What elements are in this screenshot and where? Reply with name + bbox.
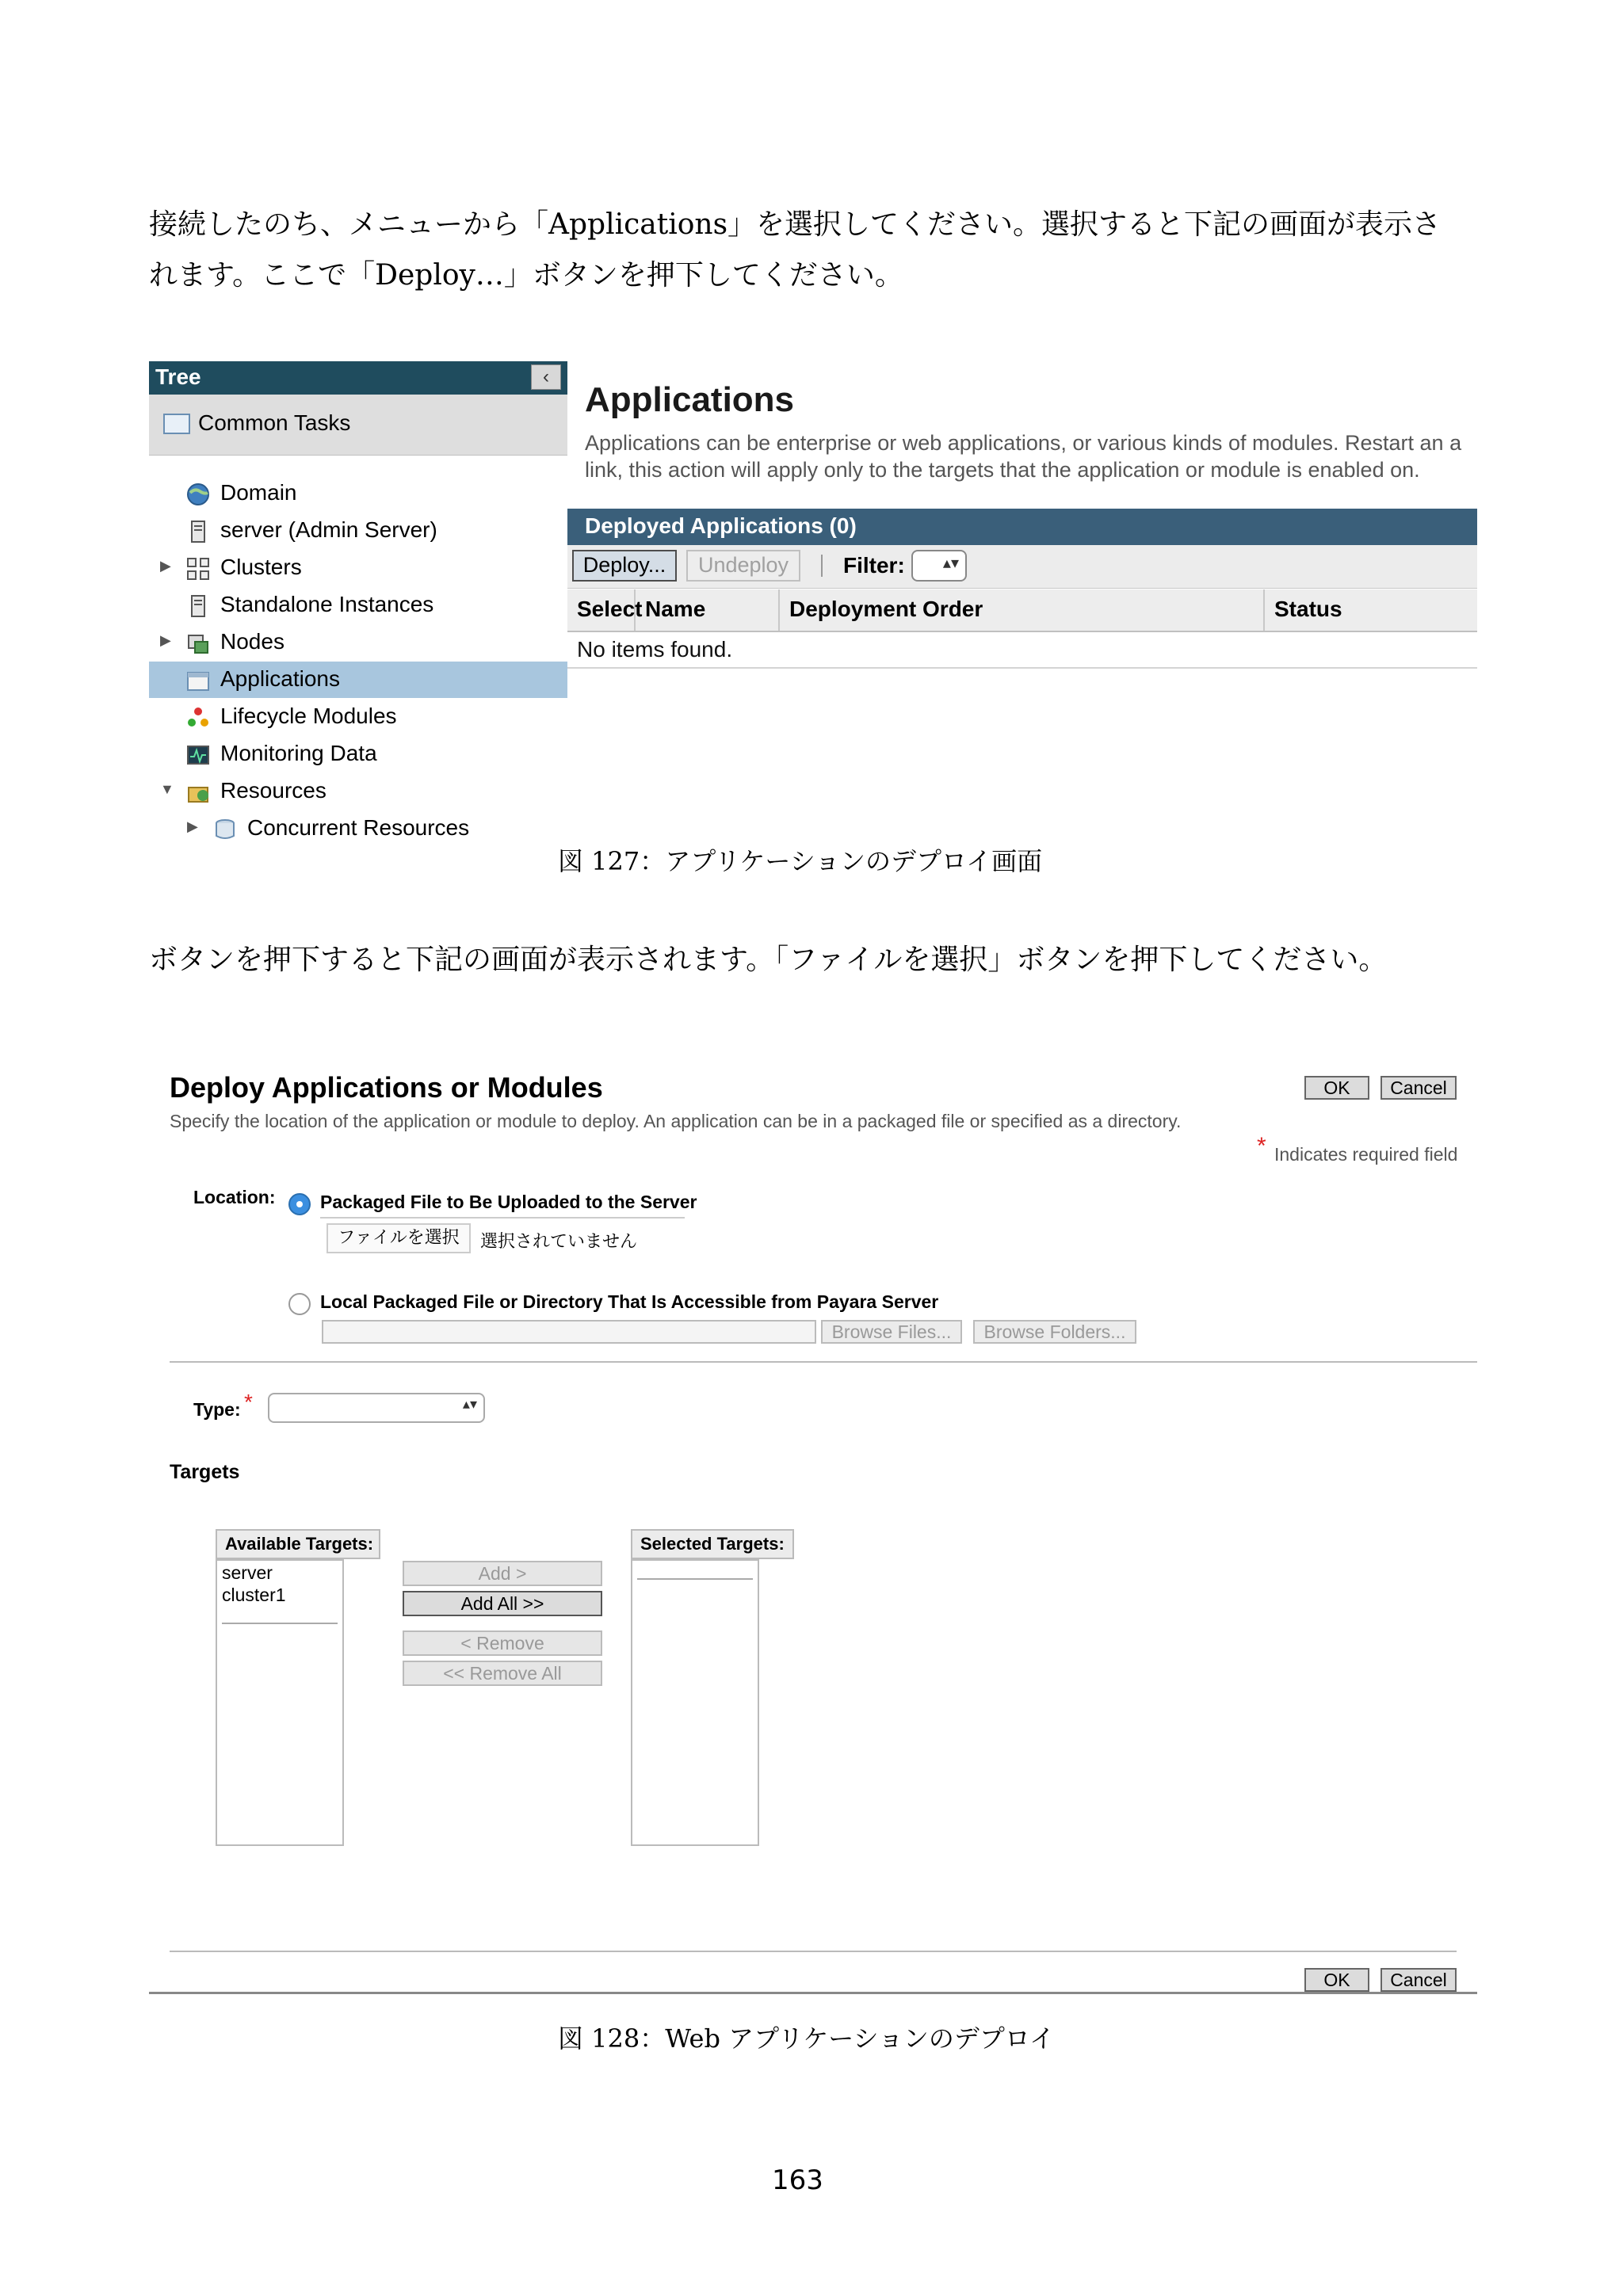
tree-item-clusters[interactable] (149, 550, 567, 586)
nodes-icon (185, 631, 211, 656)
paragraph-1-line-2: れます。ここで「Deploy…」ボタンを押下してください。 (149, 259, 903, 292)
undeploy-button[interactable]: Undeploy (686, 550, 800, 582)
tree-item-server-admin-server[interactable] (149, 513, 567, 549)
tree-item-standalone-instances[interactable] (149, 587, 567, 624)
figure-bottom-border (149, 1992, 1477, 1994)
tree-item-label: Applications (220, 666, 340, 691)
tree-item-monitoring-data[interactable] (149, 736, 567, 772)
select-arrows-icon: ▴▾ (462, 1396, 477, 1412)
tree-item-domain[interactable] (149, 475, 567, 512)
figure-1-caption: 図 127：アプリケーションのデプロイ画面 (558, 846, 1043, 876)
add-all-button[interactable]: Add All >> (403, 1591, 602, 1616)
table-toolbar (567, 545, 1477, 589)
figure-applications-screenshot (149, 361, 1477, 840)
deployed-applications-title: Deployed Applications (0) (585, 513, 857, 538)
packaged-file-radio[interactable] (288, 1193, 311, 1215)
tree-item-resources[interactable] (149, 773, 567, 810)
resources-icon (185, 780, 211, 805)
common-tasks-icon (163, 414, 190, 434)
select-arrows-icon: ▴▾ (942, 555, 959, 572)
tree-header (149, 361, 567, 395)
list-item[interactable]: cluster1 (222, 1585, 286, 1605)
section-divider (170, 1361, 1477, 1363)
required-field-note: Indicates required field (1274, 1144, 1458, 1165)
tree-item-label: server (Admin Server) (220, 517, 437, 542)
tree-item-concurrent-resources[interactable] (149, 810, 567, 847)
paragraph-1 (149, 200, 1512, 301)
tree-item-label: Clusters (220, 555, 302, 579)
option-underline (320, 1217, 685, 1219)
column-select[interactable]: Select (567, 589, 636, 631)
collapsed-arrow-icon[interactable]: ▶ (187, 818, 198, 834)
tree-item-label: Concurrent Resources (247, 815, 470, 840)
add-button[interactable]: Add > (403, 1561, 602, 1586)
toolbar-divider (821, 555, 823, 577)
page-description-line-2: link, this action will apply only to the targets that the application or module is enabled on. (585, 458, 1420, 482)
common-tasks-label: Common Tasks (198, 410, 351, 435)
cancel-button-bottom[interactable]: Cancel (1381, 1968, 1457, 1992)
tree-item-label: Domain (220, 480, 297, 505)
selected-targets-label: Selected Targets: (631, 1529, 794, 1559)
selected-targets-list[interactable] (631, 1559, 759, 1846)
ok-button-bottom[interactable]: OK (1304, 1968, 1369, 1992)
table-header (567, 589, 1477, 632)
paragraph-1-line-1: 接続したのち、メニューから「Applications」を選択してください。選択すると下記の画面が表示さ (149, 208, 1442, 241)
targets-label: Targets (170, 1461, 240, 1483)
cancel-button-top[interactable]: Cancel (1381, 1076, 1457, 1100)
lifecycle-icon (185, 705, 211, 730)
tree-item-nodes[interactable] (149, 624, 567, 661)
collapse-icon[interactable]: ‹ (531, 364, 561, 390)
server-icon (185, 519, 211, 544)
page-number: 163 (772, 2164, 823, 2196)
tree-item-label: Nodes (220, 629, 285, 654)
available-targets-list[interactable] (216, 1559, 344, 1846)
figure-deploy-dialog-screenshot (149, 1057, 1477, 1995)
browse-files-button[interactable]: Browse Files... (821, 1320, 962, 1344)
tree-panel (149, 361, 570, 840)
dialog-description: Specify the location of the application or module to deploy. An application can be in a packaged file or specified as a directory. (170, 1111, 1182, 1131)
type-label: Type: (193, 1399, 241, 1420)
type-select[interactable] (268, 1393, 485, 1423)
browse-folders-button[interactable]: Browse Folders... (973, 1320, 1136, 1344)
tree-item-label: Monitoring Data (220, 741, 377, 765)
deploy-button[interactable]: Deploy... (572, 550, 677, 582)
tree-item-label: Standalone Instances (220, 592, 434, 616)
ok-button-top[interactable]: OK (1304, 1076, 1369, 1100)
figure-2-caption: 図 128：Web アプリケーションのデプロイ (558, 2023, 1055, 2054)
packaged-file-label: Packaged File to Be Uploaded to the Server (320, 1192, 697, 1212)
server-icon (185, 593, 211, 619)
type-required-star: * (244, 1390, 253, 1414)
list-divider (222, 1623, 338, 1624)
column-deployment-order[interactable]: Deployment Order (780, 589, 1265, 631)
collapsed-arrow-icon[interactable]: ▶ (160, 558, 171, 574)
remove-all-button[interactable]: << Remove All (403, 1661, 602, 1686)
local-path-input[interactable] (322, 1320, 816, 1344)
tree-item-lifecycle-modules[interactable] (149, 699, 567, 735)
list-item[interactable]: server (222, 1562, 273, 1583)
common-tasks-item[interactable] (149, 395, 567, 456)
paragraph-2: ボタンを押下すると下記の画面が表示されます。「ファイルを選択」ボタンを押下してください。 (149, 944, 1388, 976)
page-description-line-1: Applications can be enterprise or web applications, or various kinds of modules. Restart an a (585, 431, 1462, 455)
clusters-icon (185, 556, 211, 582)
filter-select[interactable] (911, 550, 967, 582)
local-file-label: Local Packaged File or Directory That Is Accessible from Payara Server (320, 1291, 939, 1312)
applications-panel (567, 361, 1477, 818)
choose-file-button[interactable]: ファイルを選択 (327, 1223, 471, 1253)
list-divider (637, 1578, 753, 1580)
globe-icon (185, 482, 211, 507)
column-status[interactable]: Status (1274, 597, 1342, 621)
tree-title: Tree (155, 364, 201, 389)
no-file-selected-text: 選択されていません (480, 1232, 638, 1252)
filter-label: Filter: (843, 553, 905, 578)
database-icon (212, 817, 238, 842)
tree-item-applications[interactable] (149, 662, 567, 698)
deployed-applications-header (567, 509, 1477, 545)
tree-item-label: Lifecycle Modules (220, 704, 397, 728)
remove-button[interactable]: < Remove (403, 1630, 602, 1656)
required-star: * (1257, 1133, 1266, 1159)
page-title: Applications (585, 380, 795, 419)
footer-divider (170, 1951, 1457, 1952)
column-name[interactable]: Name (636, 589, 780, 631)
location-label: Location: (193, 1187, 276, 1207)
dialog-title: Deploy Applications or Modules (170, 1071, 603, 1104)
local-file-radio[interactable] (288, 1293, 311, 1315)
collapsed-arrow-icon[interactable]: ▶ (160, 632, 171, 648)
monitoring-icon (185, 742, 211, 768)
empty-table-message: No items found. (577, 637, 733, 662)
table-bottom-border (567, 667, 1477, 669)
expanded-arrow-icon[interactable]: ▼ (160, 781, 174, 797)
tree-item-label: Resources (220, 778, 327, 803)
available-targets-label: Available Targets: (216, 1529, 380, 1559)
applications-icon (185, 668, 211, 693)
